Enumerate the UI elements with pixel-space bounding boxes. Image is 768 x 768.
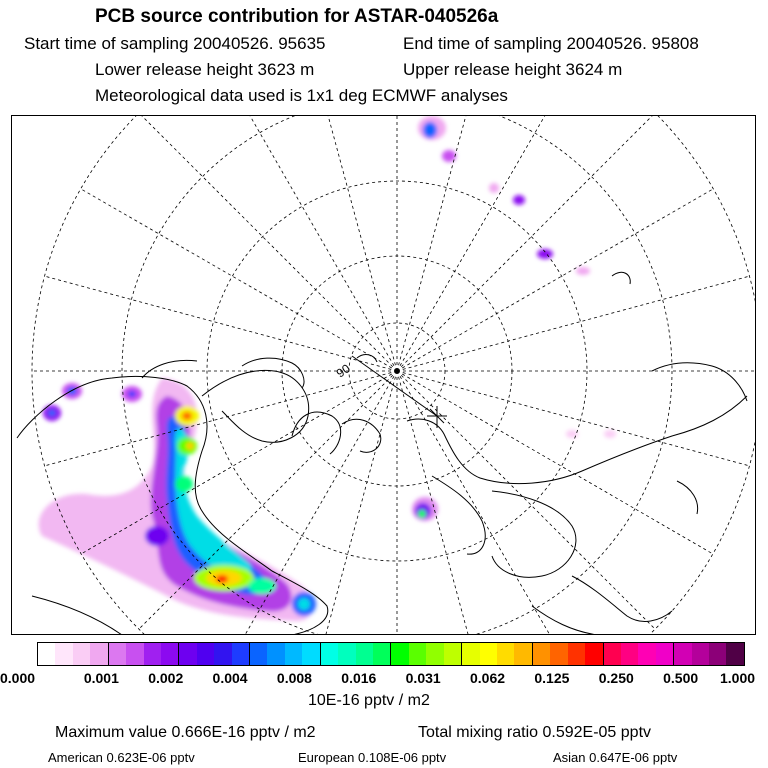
colorbar-segment	[267, 643, 284, 665]
colorbar-segment	[285, 643, 302, 665]
colorbar-tick-label: 0.125	[534, 670, 570, 686]
colorbar-segment	[356, 643, 373, 665]
plume-asian	[412, 497, 438, 521]
colorbar-segment	[497, 643, 514, 665]
polar-map	[11, 115, 756, 635]
colorbar-segment	[391, 643, 408, 665]
colorbar-segment	[692, 643, 709, 665]
colorbar-segment	[480, 643, 497, 665]
colorbar-segment	[302, 643, 320, 665]
colorbar-tick-label: 1.000	[720, 670, 756, 686]
end-time-label: End time of sampling 20040526. 95808	[403, 34, 699, 53]
colorbar-segment	[373, 643, 391, 665]
asian-contribution-label: Asian 0.647E-06 pptv	[553, 750, 678, 765]
colorbar-segment	[73, 643, 90, 665]
colorbar-segment	[604, 643, 621, 665]
map-title: PCB source contribution for ASTAR-040526a	[95, 6, 499, 27]
colorbar-segment	[126, 643, 143, 665]
colorbar-tick-label: 0.031	[405, 670, 441, 686]
colorbar-segment	[409, 643, 426, 665]
american-contribution-label: American 0.623E-06 pptv	[48, 750, 195, 765]
colorbar-segment	[338, 643, 355, 665]
colorbar-segment	[55, 643, 72, 665]
colorbar-segment	[250, 643, 267, 665]
colorbar-segment	[161, 643, 179, 665]
colorbar-segment	[568, 643, 585, 665]
colorbar-segment	[197, 643, 214, 665]
colorbar-tick-label: 0.004	[212, 670, 248, 686]
colorbar-tick-label: 0.000	[0, 670, 36, 686]
colorbar-segment	[38, 643, 55, 665]
colorbar-segment	[179, 643, 196, 665]
colorbar-segment	[144, 643, 161, 665]
colorbar-segment	[444, 643, 462, 665]
colorbar-segment	[585, 643, 603, 665]
colorbar-tick-label: 0.008	[276, 670, 312, 686]
european-contribution-label: European 0.108E-06 pptv	[298, 750, 447, 765]
colorbar-tick-label: 0.250	[598, 670, 634, 686]
polar-map-svg	[12, 116, 756, 635]
colorbar-unit: 10E-16 pptv / m2	[308, 692, 430, 709]
receptor-marker	[427, 406, 447, 428]
colorbar-segment	[550, 643, 567, 665]
colorbar-segment	[109, 643, 126, 665]
met-data-label: Meteorological data used is 1x1 deg ECMWF analyses	[95, 86, 508, 105]
colorbar-tick-label: 0.016	[341, 670, 377, 686]
colorbar	[37, 642, 745, 666]
colorbar-tick-label: 0.002	[148, 670, 184, 686]
colorbar-tick-label: 0.001	[83, 670, 119, 686]
land-outlines	[17, 272, 747, 635]
max-value-label: Maximum value 0.666E-16 pptv / m2	[55, 724, 316, 741]
pole-label: 90	[333, 361, 353, 381]
total-mixing-ratio-label: Total mixing ratio 0.592E-05 pptv	[418, 724, 652, 741]
colorbar-segment	[321, 643, 338, 665]
start-time-label: Start time of sampling 20040526. 95635	[24, 34, 326, 53]
colorbar-tick-label: 0.500	[663, 670, 699, 686]
colorbar-segment	[674, 643, 691, 665]
colorbar-segment	[638, 643, 655, 665]
colorbar-segment	[621, 643, 638, 665]
lower-release-height-label: Lower release height 3623 m	[95, 60, 315, 79]
upper-release-height-label: Upper release height 3624 m	[403, 60, 623, 79]
colorbar-segment	[656, 643, 674, 665]
colorbar-segment	[709, 643, 726, 665]
colorbar-segment	[426, 643, 443, 665]
colorbar-tick-label: 0.062	[470, 670, 506, 686]
colorbar-segment	[726, 643, 743, 665]
colorbar-ticks	[0, 670, 768, 690]
colorbar-segment	[214, 643, 231, 665]
colorbar-segment	[232, 643, 250, 665]
colorbar-segment	[514, 643, 532, 665]
colorbar-segment	[462, 643, 479, 665]
colorbar-segment	[533, 643, 550, 665]
colorbar-segment	[90, 643, 108, 665]
